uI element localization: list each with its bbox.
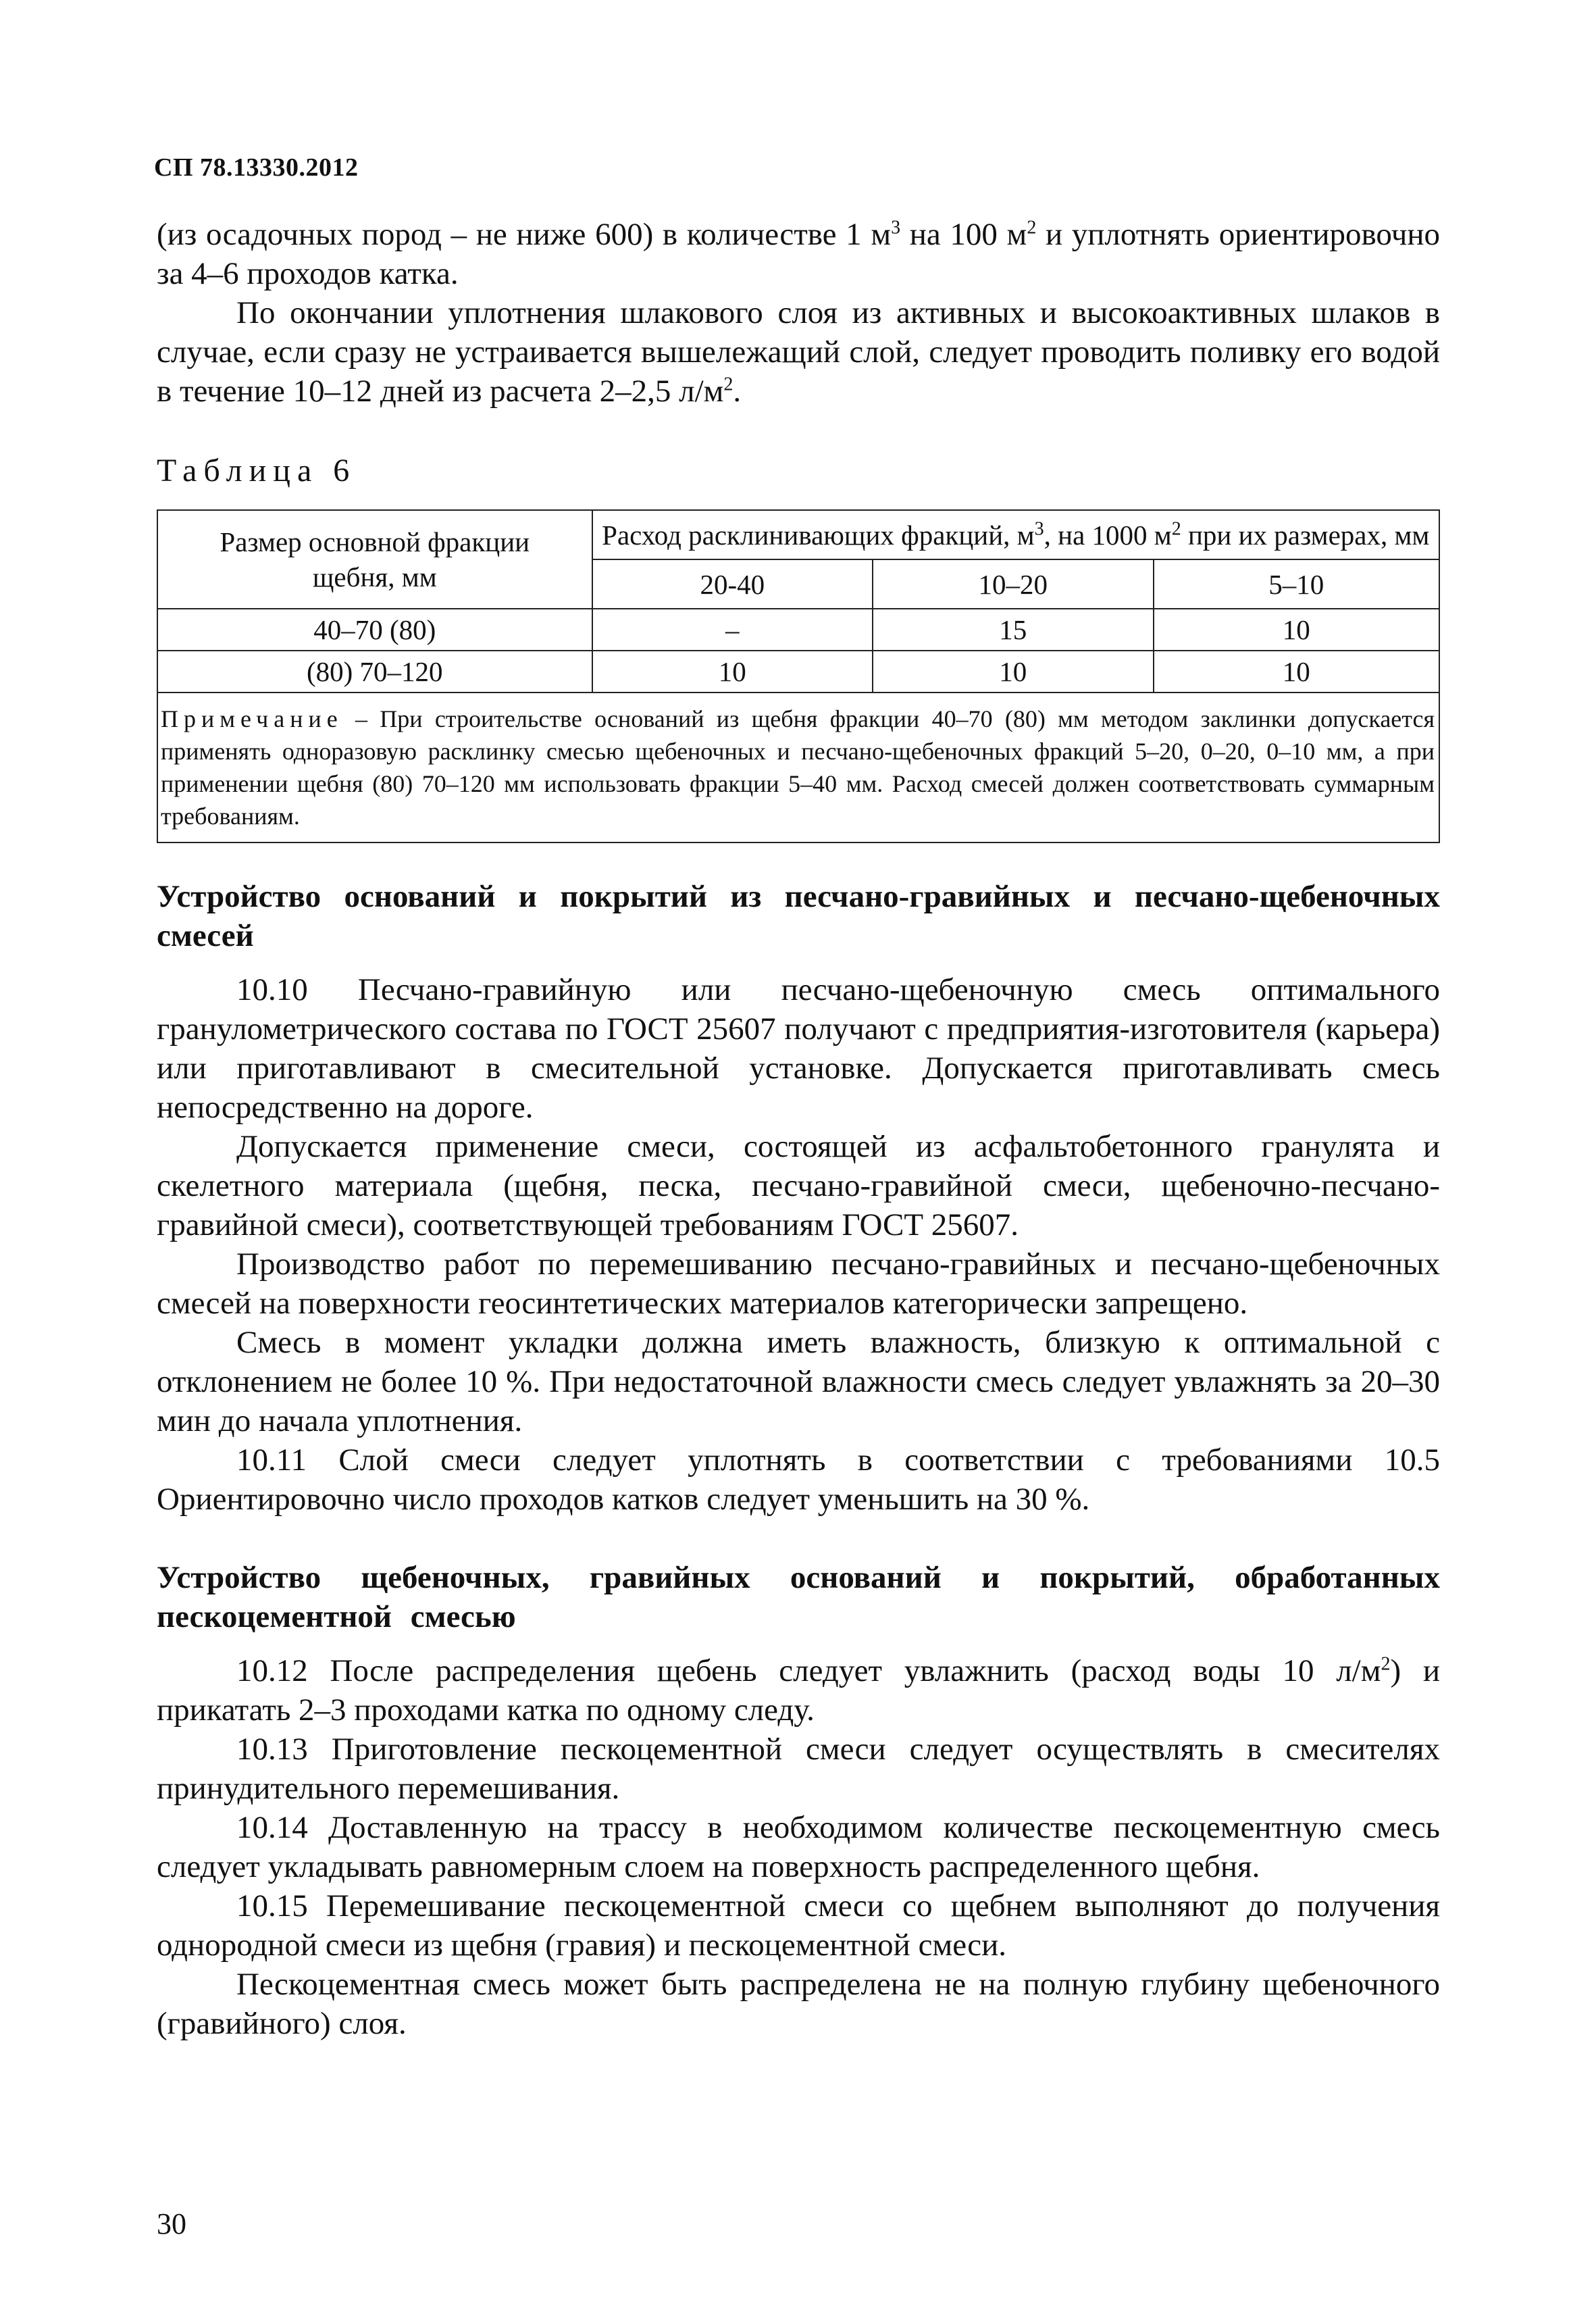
- note-label: Примечание: [161, 705, 343, 732]
- section-heading-1: Устройство оснований и покрытий из песчано-гравийных и песчано-щебеночных смесей: [157, 879, 1440, 953]
- note-text: – При строительстве оснований из щебня фракции 40–70 (80) мм методом заклинки допускается применять одноразовую расклинку смесью щебеночных и песчано-щебеночных фракций 5–20, 0–20, 0–10 мм, а при применении щебня (80) 70–120 мм использовать фракции 5–40 мм. Расход смесей должен соответствовать суммарным требованиям.: [161, 705, 1435, 830]
- table-note-row: [157, 693, 1439, 842]
- section1-paragraph: Допускается применение смеси, состоящей из асфальтобетонного гранулята и скелетного материала (щебня, песка, песчано-гравийной смеси, щебеночно-песчано-гравийной смеси), соответствующей требованиям ГОСТ 25607.: [157, 1129, 1440, 1242]
- header-part-b: , на 1000 м: [1044, 519, 1172, 551]
- section2-paragraph: [157, 1651, 1440, 1730]
- intro-p1-part-a: (из осадочных пород – не ниже 600) в количестве 1 м: [157, 217, 892, 252]
- superscript: 2: [1171, 518, 1181, 539]
- intro-p2-part-a: По окончании уплотнения шлакового слоя из активных и высокоактивных шлаков в случае, если сразу не устраивается вышележащий слой, следует проводить поливку его водой в течение 10–12 дней из расчета 2–2,5 л/м: [157, 295, 1440, 409]
- section-heading-2: Устройство щебеночных, гравийных оснований и покрытий, обработанных пескоцементной смесью: [157, 1560, 1440, 1634]
- superscript: 2: [723, 374, 733, 395]
- superscript: 2: [1381, 1653, 1391, 1675]
- body-text: [157, 215, 1440, 2043]
- table-note: [157, 693, 1439, 842]
- intro-p1-part-c: и уплотнять ориентировочно за 4–6 проходов катка.: [157, 217, 1441, 291]
- superscript: 3: [1034, 518, 1044, 539]
- table-cell: 10: [1154, 609, 1439, 651]
- intro-p2-part-b: .: [733, 374, 742, 409]
- subheader-cell: 10–20: [873, 559, 1154, 609]
- subheader-cell: 5–10: [1154, 559, 1439, 609]
- section2-p1-part-b: ) и прикатать 2–3 проходами катка по одному следу.: [157, 1653, 1440, 1728]
- table-cell: 10: [873, 651, 1154, 693]
- section2-paragraph: 10.15 Перемешивание пескоцементной смеси со щебнем выполняют до получения однородной смеси из щебня (гравия) и пескоцементной смеси.: [157, 1888, 1440, 1963]
- section2-p1-part-a: 10.12 После распределения щебень следует увлажнить (расход воды 10 л/м: [236, 1653, 1381, 1688]
- table-cell: 10: [1154, 651, 1439, 693]
- table-row: [157, 609, 1439, 651]
- table-cell-size: 40–70 (80): [157, 609, 592, 651]
- section1-paragraph: 10.10 Песчано-гравийную или песчано-щебеночную смесь оптимального гранулометрического состава по ГОСТ 25607 получают с предприятия-изготовителя (карьера) или приготавливают в смесительной установке. Допускается приготавливать смесь непосредственно на дороге.: [157, 972, 1440, 1125]
- table-header-consumption: [592, 510, 1439, 559]
- superscript: 2: [1027, 217, 1037, 238]
- table-row: [157, 651, 1439, 693]
- table-cell-size: (80) 70–120: [157, 651, 592, 693]
- section2-paragraph: 10.14 Доставленную на трассу в необходимом количестве пескоцементную смесь следует укладывать равномерным слоем на поверхность распределенного щебня.: [157, 1810, 1440, 1884]
- table-header-size: Размер основной фракции щебня, мм: [157, 510, 592, 609]
- table-caption: Таблица 6: [157, 453, 357, 488]
- section1-paragraph: Производство работ по перемешиванию песчано-гравийных и песчано-щебеночных смесей на поверхности геосинтетических материалов категорически запрещено.: [157, 1247, 1440, 1321]
- section1-paragraph: 10.11 Слой смеси следует уплотнять в соответствии с требованиями 10.5 Ориентировочно число проходов катков следует уменьшить на 30 %.: [157, 1442, 1440, 1517]
- section1-paragraph: Смесь в момент укладки должна иметь влажность, близкую к оптимальной с отклонением не более 10 %. При недостаточной влажности смесь следует увлажнять за 20–30 мин до начала уплотнения.: [157, 1325, 1440, 1438]
- intro-paragraph-2: [157, 293, 1440, 411]
- table-header-row: [157, 510, 1439, 559]
- table-cell: 15: [873, 609, 1154, 651]
- document-code-header: СП 78.13330.2012: [154, 153, 359, 182]
- intro-paragraph-1: [157, 215, 1440, 293]
- subheader-cell: 20-40: [592, 559, 873, 609]
- header-part-c: при их размерах, мм: [1181, 519, 1430, 551]
- superscript: 3: [891, 217, 901, 238]
- table-cell: –: [592, 609, 873, 651]
- header-part-a: Расход расклинивающих фракций, м: [602, 519, 1035, 551]
- page-number: 30: [157, 2207, 186, 2240]
- section2-paragraph: 10.13 Приготовление пескоцементной смеси следует осуществлять в смесителях принудительного перемешивания.: [157, 1732, 1440, 1806]
- section2-paragraph: Пескоцементная смесь может быть распределена не на полную глубину щебеночного (гравийного) слоя.: [157, 1967, 1440, 2041]
- table-cell: 10: [592, 651, 873, 693]
- fraction-table: [157, 509, 1440, 843]
- intro-p1-part-b: на 100 м: [900, 217, 1027, 252]
